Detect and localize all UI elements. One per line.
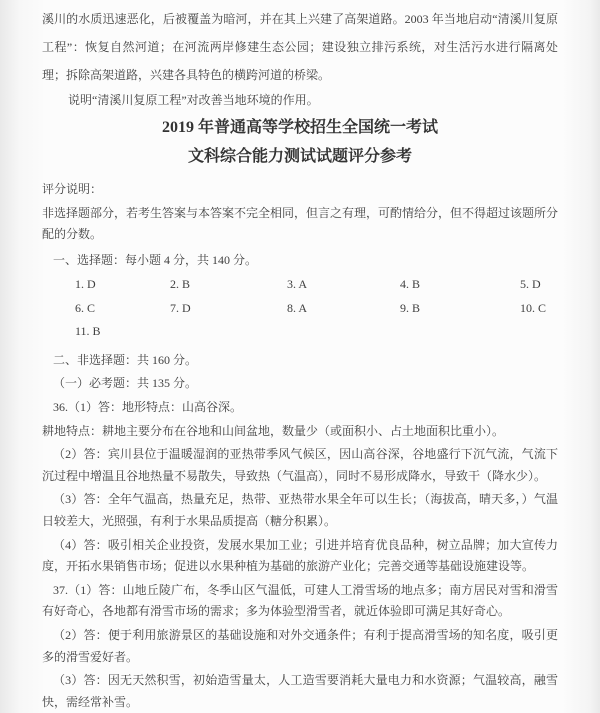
choice-answer-11: 11. B bbox=[75, 324, 101, 339]
choice-answer-6: 6. C bbox=[75, 300, 96, 315]
choice-answers-grid bbox=[42, 273, 558, 344]
choice-answers-row-1 bbox=[42, 273, 558, 297]
nonchoice-section-header: 二、非选择题：共 160 分。 bbox=[53, 352, 198, 367]
choice-answers-row-2 bbox=[42, 297, 558, 321]
q36-answer-1-terrain: 36.（1）答：地形特点：山高谷深。 bbox=[53, 400, 243, 415]
intro-paragraph: 溪川的水质迅速恶化，后被覆盖为暗河，并在其上兴建了高架道路。2003 年当地启动“清溪川复原工程”：恢复自然河道；在河流两岸修建生态公园；建设独立排污系统，对生活污水进行隔离处理；拆除高架道路，兴建各具特色的横跨河道的桥梁。 bbox=[42, 12, 558, 82]
exam-subtitle: 文科综合能力测试试题评分参考 bbox=[187, 148, 412, 165]
choice-answer-5: 5. D bbox=[520, 277, 541, 292]
q36-answer-4: （4）答：吸引相关企业投资，发展水果加工业；引进并培育优良品种，树立品牌；加大宣传力度，开拓水果销售市场；促进以水果种植为基础的旅游产业化；完善交通等基础设施建设等。 bbox=[42, 537, 558, 574]
q36-answer-1-farmland: 耕地特点：耕地主要分布在谷地和山间盆地，数量少（或面积小、占土地面积比重小）。 bbox=[42, 423, 505, 438]
choice-answer-3: 3. A bbox=[287, 277, 308, 292]
q37-answer-1: 37.（1）答：山地丘陵广布，冬季山区气温低，可建人工滑雪场的地点多；南方居民对雪和滑雪有好奇心，各地都有滑雪市场的需求；多为体验型滑雪者，就近体验即可满足其好奇心。 bbox=[42, 582, 558, 619]
choice-answer-8: 8. A bbox=[287, 300, 308, 315]
q36-answer-2: （2）答：宾川县位于温暖湿润的亚热带季风气候区，因山高谷深，谷地盛行下沉气流，气流下沉过程中增温且谷地热量不易散失，导致热（气温高），同时不易形成降水，导致干（降水少）。 bbox=[42, 447, 558, 483]
q37-answer-3: （3）答：因无天然积雪，初始造雪量太，人工造雪要消耗大量电力和水资源；气温较高，融雪快，需经常补雪。 bbox=[42, 673, 558, 709]
choice-answer-10: 10. C bbox=[520, 300, 547, 315]
choice-answers-row-3 bbox=[42, 320, 558, 344]
choice-section-header: 一、选择题：每小题 4 分，共 140 分。 bbox=[53, 252, 258, 267]
question-prompt: 说明“清溪川复原工程”对改善当地环境的作用。 bbox=[68, 93, 319, 107]
choice-answer-9: 9. B bbox=[400, 300, 421, 315]
choice-answer-1: 1. D bbox=[75, 277, 96, 292]
scoring-note-label: 评分说明： bbox=[42, 182, 103, 196]
choice-answer-4: 4. B bbox=[400, 277, 421, 292]
q36-answer-3: （3）答：全年气温高，热量充足，热带、亚热带水果全年可以生长；（海拔高，晴天多，）气温日较差大，光照强，有利于水果品质提高（糖分积累）。 bbox=[42, 492, 558, 529]
choice-answer-7: 7. D bbox=[170, 300, 191, 315]
required-subsection-header: （一）必考题：共 135 分。 bbox=[53, 376, 198, 391]
scoring-note: 非选择题部分，若考生答案与本答案不完全相同，但言之有理，可酌情给分，但不得超过该题所分配的分数。 bbox=[42, 205, 559, 242]
q37-answer-2: （2）答：便于利用旅游景区的基础设施和对外交通条件；有利于提高滑雪场的知名度，吸引更多的滑雪爱好者。 bbox=[42, 628, 558, 664]
exam-title: 2019 年普通高等学校招生全国统一考试 bbox=[161, 119, 438, 136]
choice-answer-2: 2. B bbox=[170, 277, 191, 292]
